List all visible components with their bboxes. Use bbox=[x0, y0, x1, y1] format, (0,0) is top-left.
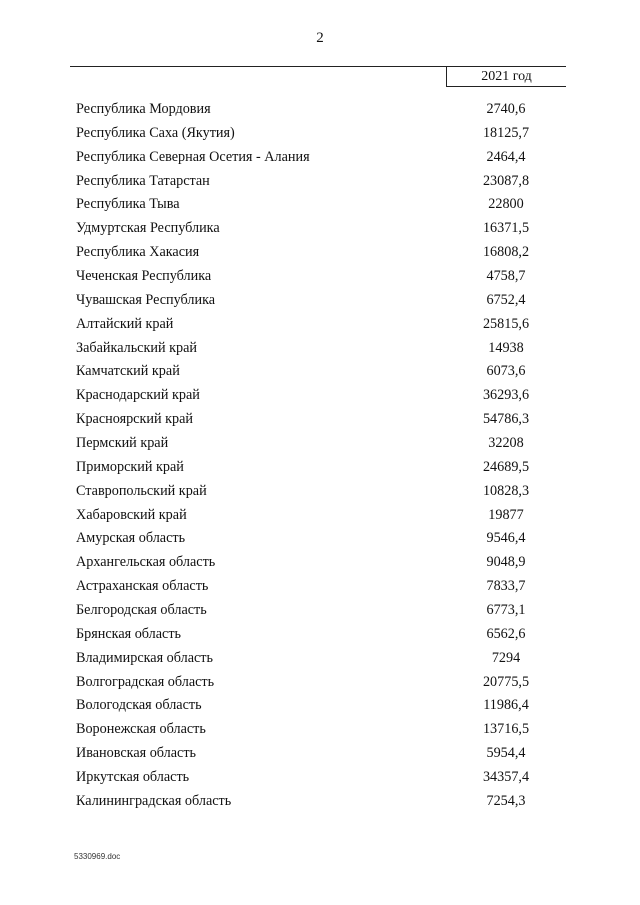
region-value: 11986,4 bbox=[483, 697, 529, 714]
table-row bbox=[0, 671, 640, 695]
region-name: Приморский край bbox=[76, 458, 184, 475]
region-name: Астраханская область bbox=[76, 578, 209, 595]
region-name: Вологодская область bbox=[76, 697, 202, 714]
region-name: Архангельская область bbox=[76, 554, 216, 571]
region-name: Республика Татарстан bbox=[76, 172, 210, 189]
table-row bbox=[0, 575, 640, 599]
region-value: 4758,7 bbox=[486, 268, 526, 285]
region-name: Иркутская область bbox=[76, 769, 190, 786]
region-name: Чувашская Республика bbox=[76, 291, 216, 308]
table-row bbox=[0, 98, 640, 122]
region-value: 2464,4 bbox=[486, 148, 526, 165]
region-value: 10828,3 bbox=[482, 482, 530, 499]
region-table bbox=[0, 98, 640, 814]
table-row bbox=[0, 122, 640, 146]
region-name: Республика Тыва bbox=[76, 196, 180, 213]
region-name: Чеченская Республика bbox=[76, 268, 212, 285]
region-name: Алтайский край bbox=[76, 315, 174, 332]
region-value: 32208 bbox=[488, 435, 524, 452]
table-row bbox=[0, 504, 640, 528]
region-name: Республика Северная Осетия - Алания bbox=[76, 148, 310, 165]
region-name: Удмуртская Республика bbox=[76, 220, 220, 237]
region-name: Забайкальский край bbox=[76, 339, 197, 356]
page-number: 2 bbox=[316, 30, 324, 46]
region-value: 20775,5 bbox=[482, 673, 530, 690]
table-row bbox=[0, 432, 640, 456]
table-row bbox=[0, 742, 640, 766]
region-name: Ставропольский край bbox=[76, 482, 207, 499]
footer-document-code: 5330969.doc bbox=[74, 852, 121, 861]
table-row bbox=[0, 170, 640, 194]
table-row bbox=[0, 647, 640, 671]
region-value: 18125,7 bbox=[482, 124, 530, 141]
region-value: 16808,2 bbox=[482, 244, 530, 261]
region-value: 23087,8 bbox=[482, 172, 530, 189]
table-row bbox=[0, 456, 640, 480]
region-name: Воронежская область bbox=[76, 721, 206, 738]
table-row bbox=[0, 337, 640, 361]
region-value: 6773,1 bbox=[486, 602, 526, 619]
table-row bbox=[0, 217, 640, 241]
region-name: Брянская область bbox=[76, 625, 182, 642]
region-value: 36293,6 bbox=[482, 387, 530, 404]
table-row bbox=[0, 193, 640, 217]
region-name: Ивановская область bbox=[76, 745, 197, 762]
region-name: Амурская область bbox=[76, 530, 186, 547]
region-value: 13716,5 bbox=[482, 721, 530, 738]
column-header-year: 2021 год bbox=[481, 69, 532, 84]
region-name: Красноярский край bbox=[76, 411, 193, 428]
table-row bbox=[0, 146, 640, 170]
table-row bbox=[0, 289, 640, 313]
table-row bbox=[0, 360, 640, 384]
region-name: Пермский край bbox=[76, 435, 169, 452]
region-value: 6073,6 bbox=[486, 363, 526, 380]
region-name: Волгоградская область bbox=[76, 673, 215, 690]
table-row bbox=[0, 718, 640, 742]
region-name: Краснодарский край bbox=[76, 387, 200, 404]
table-row bbox=[0, 623, 640, 647]
table-row bbox=[0, 265, 640, 289]
region-name: Республика Мордовия bbox=[76, 101, 211, 117]
table-row bbox=[0, 408, 640, 432]
region-value: 25815,6 bbox=[482, 315, 530, 332]
table-row bbox=[0, 766, 640, 790]
region-value: 5954,4 bbox=[486, 745, 526, 762]
table-row bbox=[0, 790, 640, 814]
table-row bbox=[0, 384, 640, 408]
region-value: 7294 bbox=[491, 649, 521, 666]
table-header-top-rule bbox=[70, 66, 566, 67]
table-header-bottom-rule bbox=[446, 86, 566, 87]
region-name: Белгородская область bbox=[76, 602, 207, 619]
region-value: 24689,5 bbox=[482, 458, 530, 475]
region-value: 2740,6 bbox=[486, 101, 526, 117]
table-row bbox=[0, 241, 640, 265]
region-value: 7254,3 bbox=[486, 792, 526, 809]
region-value: 6752,4 bbox=[486, 291, 526, 308]
region-name: Республика Саха (Якутия) bbox=[76, 124, 235, 141]
region-value: 6562,6 bbox=[486, 625, 526, 642]
region-value: 34357,4 bbox=[482, 769, 530, 786]
region-name: Хабаровский край bbox=[76, 506, 187, 523]
region-value: 9546,4 bbox=[486, 530, 526, 547]
region-value: 19877 bbox=[488, 506, 524, 523]
table-row bbox=[0, 551, 640, 575]
region-value: 14938 bbox=[488, 339, 524, 356]
region-value: 54786,3 bbox=[482, 411, 530, 428]
region-value: 7833,7 bbox=[486, 578, 526, 595]
region-value: 16371,5 bbox=[482, 220, 530, 237]
region-value: 9048,9 bbox=[486, 554, 526, 571]
table-row bbox=[0, 527, 640, 551]
region-name: Владимирская область bbox=[76, 649, 213, 666]
table-row bbox=[0, 694, 640, 718]
region-name: Республика Хакасия bbox=[76, 244, 200, 261]
region-name: Камчатский край bbox=[76, 363, 180, 380]
table-row bbox=[0, 313, 640, 337]
region-value: 22800 bbox=[488, 196, 524, 213]
table-row bbox=[0, 599, 640, 623]
region-name: Калининградская область bbox=[76, 792, 232, 809]
table-row bbox=[0, 480, 640, 504]
